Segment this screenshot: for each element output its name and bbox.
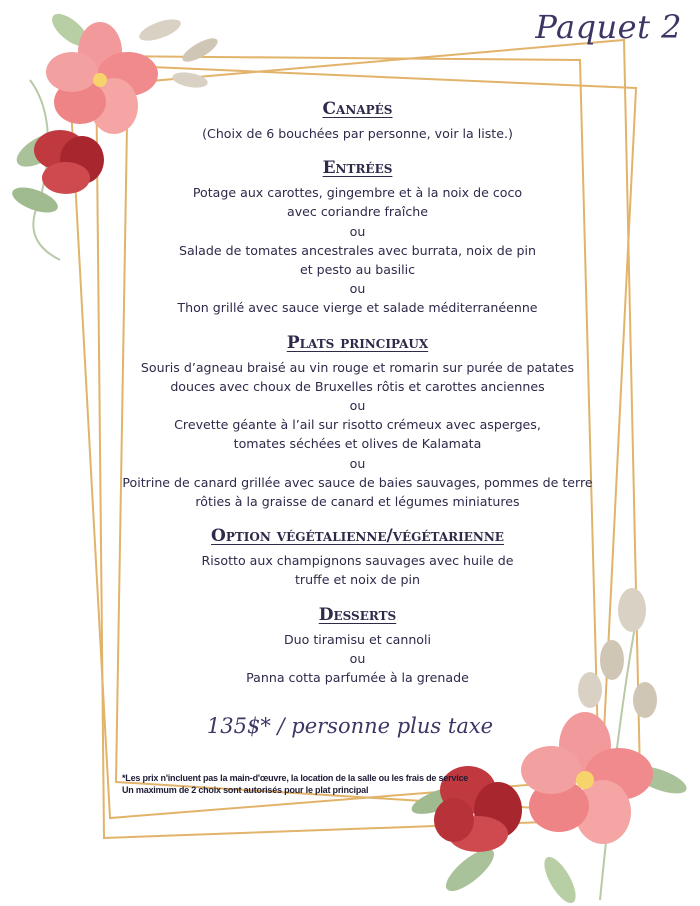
section-canapes (80, 98, 635, 143)
menu-line: Risotto aux champignons sauvages avec huile de (201, 553, 514, 569)
footnote-line: *Les prix n'incluent pas la main-d'œuvre, la location de la salle ou les frais de service (122, 773, 469, 783)
section-heading: Desserts (318, 604, 397, 625)
menu-line: (Choix de 6 bouchées par personne, voir la liste.) (202, 126, 513, 141)
section-heading: Entrées (322, 158, 393, 179)
menu-line: Crevette géante à l’ail sur risotto crémeux avec asperges, (174, 417, 541, 433)
menu-line: ou (349, 223, 366, 239)
menu-line: Souris d’agneau braisé au vin rouge et romarin sur purée de patates (140, 359, 575, 375)
menu-line: ou (349, 398, 366, 414)
section-heading: Canapés (322, 99, 393, 119)
menu-content (80, 98, 635, 701)
menu-line: ou (349, 650, 366, 666)
section-option-vegetale (80, 525, 635, 589)
menu-line: Panna cotta parfumée à la grenade (246, 670, 469, 686)
menu-line: truffe et noix de pin (294, 572, 421, 588)
menu-line: et pesto au basilic (299, 262, 416, 278)
footnotes (122, 772, 468, 796)
menu-line: rôties à la graisse de canard et légumes miniatures (195, 494, 520, 510)
menu-line: douces avec choux de Bruxelles rôtis et carottes anciennes (170, 378, 545, 394)
menu-line: Poitrine de canard grillée avec sauce de baies sauvages, pommes de terre (122, 474, 593, 490)
menu-line: tomates séchées et olives de Kalamata (233, 436, 482, 452)
section-entrees (80, 157, 635, 317)
menu-line: Salade de tomates ancestrales avec burrata, noix de pin (178, 242, 537, 258)
menu-line: Potage aux carottes, gingembre et à la noix de coco (192, 185, 523, 201)
menu-line: ou (349, 281, 366, 297)
price-line: 135$* / personne plus taxe (206, 714, 494, 738)
section-plats-principaux (80, 332, 635, 512)
menu-line: avec coriandre fraîche (287, 204, 428, 220)
footnote-line: Un maximum de 2 choix sont autorisés pour le plat principal (122, 785, 369, 795)
menu-line: ou (349, 455, 366, 471)
section-heading: Plats principaux (286, 332, 429, 353)
section-heading: Option végétalienne/végétarienne (211, 526, 504, 547)
menu-line: Thon grillé avec sauce vierge et salade méditerranéenne (177, 300, 538, 316)
page-title: Paquet 2 (535, 8, 682, 46)
menu-line: Duo tiramisu et cannoli (283, 631, 432, 647)
section-desserts (80, 604, 635, 688)
